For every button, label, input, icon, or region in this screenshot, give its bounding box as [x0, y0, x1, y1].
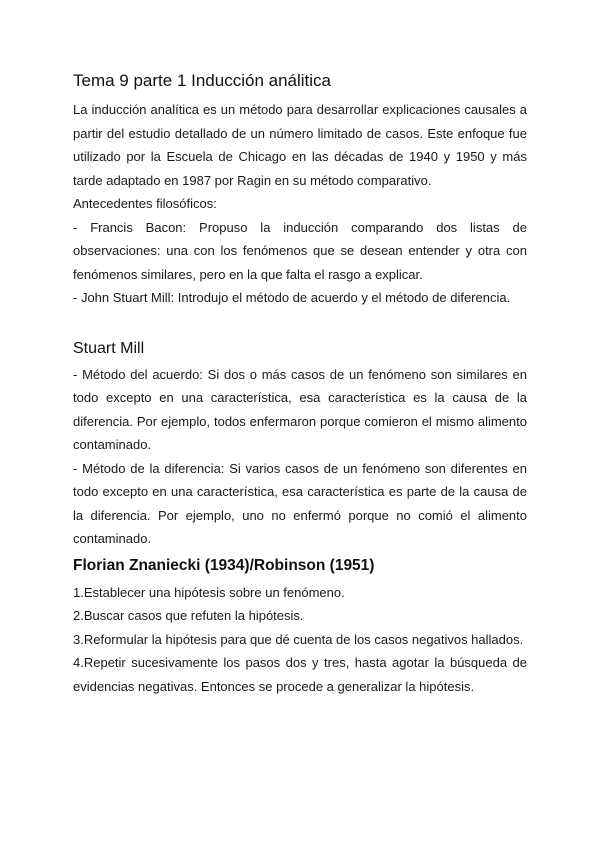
step-1: 1.Establecer una hipótesis sobre un fenómeno. — [73, 584, 345, 600]
page-title: Tema 9 parte 1 Inducción análitica — [73, 71, 331, 90]
step-3: 3.Reformular la hipótesis para que dé cuenta de los casos negativos hallados. — [73, 631, 524, 647]
antecedentes-label: Antecedentes filosóficos: — [73, 196, 217, 211]
intro-paragraph: La inducción analítica es un método para desarrollar explicaciones causales a partir del estudio detallado de un número limitado de casos. Este enfoque fue utilizado por la Escuela de Chicago en las décadas de 1940 y 1950 y más tarde adaptado en 1987 por Ragin en su método comparativo. — [73, 102, 527, 188]
stuart-mill-heading: Stuart Mill — [73, 339, 145, 357]
mill-paragraph: - John Stuart Mill: Introdujo el método de acuerdo y el método de diferencia. — [73, 290, 511, 305]
step-2: 2.Buscar casos que refuten la hipótesis. — [73, 608, 304, 623]
bacon-paragraph: - Francis Bacon: Propuso la inducción comparando dos listas de observaciones: una con los fenómenos que se desean entender y otra con fenómenos similares, pero en la que falta el rasgo a explicar. — [73, 219, 527, 282]
metodo-diferencia-paragraph: - Método de la diferencia: Si varios casos de un fenómeno son diferentes en todo excepto en una característica, esa característica es parte de la causa de la diferencia. Por ejemplo, uno no enfermó porque no comió el alimento contaminado. — [73, 460, 527, 546]
document-page — [73, 66, 527, 698]
znaniecki-heading: Florian Znaniecki (1934)/Robinson (1951) — [73, 556, 375, 574]
step-4: 4.Repetir sucesivamente los pasos dos y tres, hasta agotar la búsqueda de evidencias negativas. Entonces se procede a generalizar la hipótesis. — [73, 655, 527, 694]
metodo-acuerdo-paragraph: - Método del acuerdo: Si dos o más casos de un fenómeno son similares en todo excepto en una característica, esa característica es la causa de la diferencia. Por ejemplo, todos enfermaron porque comieron el mismo alimento contaminado. — [73, 366, 527, 452]
